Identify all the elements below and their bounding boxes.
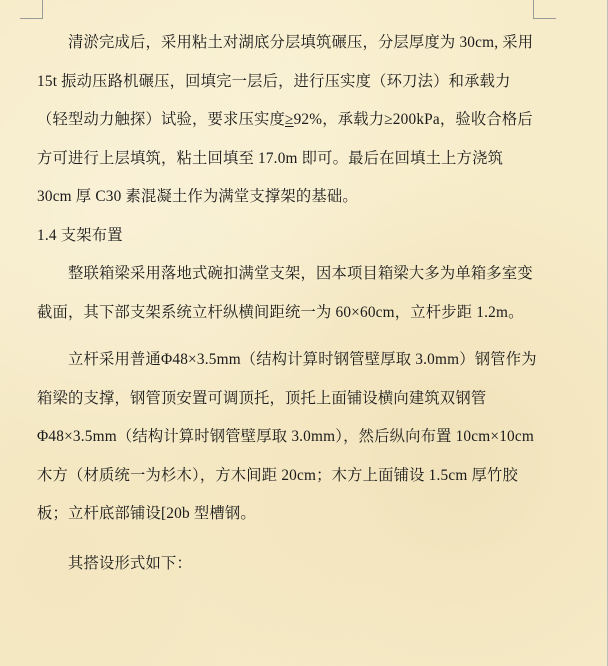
underlined-symbol: ≥ (284, 111, 294, 128)
paragraph-text: 清淤完成后，采用粘土对湖底分层填筑碾压，分层厚度为 30cm, 采用 15t 振动压路机碾压，回填完一层后，进行压实度（环刀法）和承载力（轻型动力触探）试验，要求压实度 (37, 34, 534, 128)
right-margin-corner-mark (533, 0, 556, 19)
section-heading: 1.4 支架布置 (37, 226, 123, 244)
paragraph-support-layout: 整联箱梁采用落地式碗扣满堂支架，因本项目箱梁大多为单箱多室变截面，其下部支架系统立杆纵横间距统一为 60×60cm，立杆步距 1.2m。 (37, 265, 533, 321)
document-body (37, 24, 537, 583)
left-margin-corner-mark (20, 0, 43, 19)
paragraph-text: 92%，承载力≥200kPa，验收合格后方可进行上层填筑，粘土回填至 17.0m 即可。最后在回填土上方浇筑 30cm 厚 C30 素混凝土作为满堂支撑架的基础。 (37, 111, 533, 205)
paragraph-erection-form: 其搭设形式如下： (68, 554, 192, 572)
paragraph-upright-poles: 立杆采用普通Φ48×3.5mm（结构计算时钢管壁厚取 3.0mm）钢管作为箱梁的支撑，钢管顶安置可调顶托，顶托上面铺设横向建筑双钢管Φ48×3.5mm（结构计算时钢管壁厚取 3.0mm），然后纵向布置 10cm×10cm 木方（材质统一为杉木），方木间距 20cm；木方上面铺设 1.5cm 厚竹胶板；立杆底部铺设[20b 型槽钢。 (37, 351, 537, 522)
paragraph-foundation-backfill (37, 24, 537, 217)
